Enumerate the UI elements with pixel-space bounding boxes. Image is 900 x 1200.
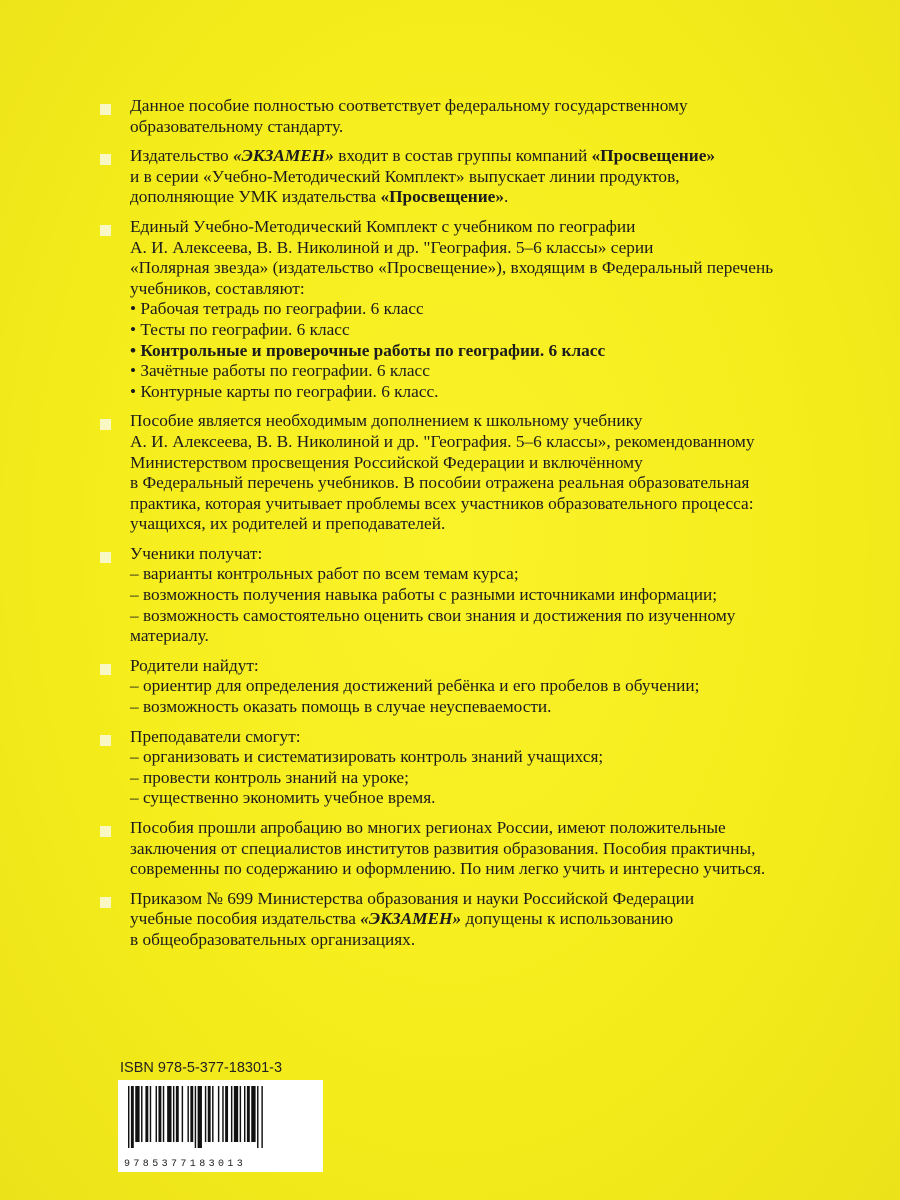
text-line xyxy=(130,514,866,535)
text-line xyxy=(130,889,866,910)
text-line xyxy=(130,341,866,362)
text-run: А. И. Алексеева, В. В. Николиной и др. "География. 5–6 классы», рекомендованному xyxy=(130,431,755,451)
barcode-bar xyxy=(218,1086,219,1142)
text-line xyxy=(130,544,866,565)
text-line xyxy=(130,564,866,585)
text-line xyxy=(130,279,866,300)
text-run: Данное пособие полностью соответствует федеральному государственному xyxy=(130,96,688,115)
text-line xyxy=(130,585,866,606)
text-line xyxy=(130,382,866,403)
square-bullet-icon xyxy=(100,104,111,115)
text-line xyxy=(130,768,866,789)
square-bullet-icon xyxy=(100,419,111,430)
square-bullet-icon xyxy=(100,735,111,746)
barcode-bar xyxy=(141,1086,142,1142)
barcode-bar xyxy=(145,1086,148,1142)
barcode-bar xyxy=(261,1086,262,1148)
barcode-bar xyxy=(257,1086,258,1148)
text-run: «ЭКЗАМЕН» xyxy=(232,146,334,166)
text-run: дополняющие УМК издательства xyxy=(130,187,381,207)
bullet-section xyxy=(96,411,866,535)
text-run: – возможность получения навыка работы с разными источниками информации; xyxy=(130,585,718,605)
square-bullet-icon xyxy=(100,826,111,837)
text-line xyxy=(130,167,866,188)
barcode xyxy=(118,1080,323,1172)
barcode-bar xyxy=(225,1086,228,1142)
barcode-bar xyxy=(231,1086,232,1142)
barcode-bar xyxy=(167,1086,171,1142)
text-line xyxy=(130,818,866,839)
square-bullet-icon xyxy=(100,664,111,675)
barcode-bar xyxy=(205,1086,206,1142)
text-run: в общеобразовательных организациях. xyxy=(130,929,416,949)
text-line xyxy=(130,697,866,718)
barcode-bar xyxy=(190,1086,193,1142)
text-run: Единый Учебно-Методический Комплект с учебником по географии xyxy=(130,216,636,236)
barcode-bar xyxy=(240,1086,241,1142)
barcode-bar xyxy=(234,1086,238,1142)
text-run: «ЭКЗАМЕН» xyxy=(360,909,462,929)
text-run: А. И. Алексеева, В. В. Николиной и др. "География. 5–6 классы» серии xyxy=(130,237,654,257)
text-line xyxy=(130,320,866,341)
text-run: учащихся, их родителей и преподавателей. xyxy=(130,514,446,534)
text-run: входит в состав группы компаний xyxy=(333,146,592,166)
text-run: Издательство xyxy=(130,146,233,166)
text-line xyxy=(130,96,866,117)
barcode-bar xyxy=(173,1086,174,1142)
square-bullet-icon xyxy=(100,897,111,908)
barcode-bar xyxy=(251,1086,255,1142)
bullet-section xyxy=(96,727,866,809)
text-line xyxy=(130,626,866,647)
square-bullet-icon xyxy=(100,225,111,236)
text-run: заключения от специалистов институтов развития образования. Пособия практичны, xyxy=(130,838,756,858)
text-run: Пособие является необходимым дополнением к школьному учебнику xyxy=(130,411,643,431)
barcode-bar xyxy=(131,1086,134,1148)
bullet-section xyxy=(96,889,866,951)
text-line xyxy=(130,747,866,768)
text-line xyxy=(130,494,866,515)
text-line xyxy=(130,299,866,320)
text-line xyxy=(130,839,866,860)
barcode-bar xyxy=(182,1086,183,1142)
bullet-section xyxy=(96,146,866,208)
annotation-text xyxy=(96,96,866,960)
barcode-bar xyxy=(208,1086,211,1142)
bullet-section xyxy=(96,544,866,647)
barcode-bars xyxy=(128,1086,313,1148)
square-bullet-icon xyxy=(100,552,111,563)
text-line xyxy=(130,411,866,432)
text-line xyxy=(130,187,866,208)
bullet-section xyxy=(96,818,866,880)
text-line xyxy=(130,258,866,279)
barcode-bar xyxy=(163,1086,164,1142)
text-run: практика, которая учитывает проблемы всех участников образовательного процесса: xyxy=(130,493,754,513)
isbn-label: ISBN 978-5-377-18301-3 xyxy=(120,1060,283,1076)
text-run: Родители найдут: xyxy=(130,655,259,675)
text-run: в Федеральный перечень учебников. В пособии отражена реальная образовательная xyxy=(130,473,750,493)
text-line xyxy=(130,238,866,259)
barcode-bar xyxy=(198,1086,202,1148)
text-run: • Зачётные работы по географии. 6 класс xyxy=(130,361,430,381)
text-run: – ориентир для определения достижений ребёнка и его пробелов в обучении; xyxy=(130,676,700,696)
text-run: • Контурные карты по географии. 6 класс. xyxy=(130,381,439,401)
barcode-bar xyxy=(150,1086,151,1142)
text-run: . xyxy=(503,187,509,207)
text-run: материалу. xyxy=(130,626,209,646)
text-line xyxy=(130,361,866,382)
text-run: – провести контроль знаний на уроке; xyxy=(130,767,409,787)
text-line xyxy=(130,909,866,930)
text-run: • Контрольные и проверочные работы по географии. 6 класс xyxy=(130,340,606,360)
text-run: современны по содержанию и оформлению. По ним легко учить и интересно учиться. xyxy=(130,859,766,879)
barcode-bar xyxy=(176,1086,179,1142)
text-run: – возможность оказать помощь в случае неуспеваемости. xyxy=(130,697,552,717)
text-run: «Просвещение» xyxy=(380,187,504,207)
text-run: Пособия прошли апробацию во многих регионах России, имеют положительные xyxy=(130,818,726,837)
text-line xyxy=(130,473,866,494)
text-run: Ученики получат: xyxy=(130,543,263,563)
bullet-section xyxy=(96,96,866,137)
text-line xyxy=(130,656,866,677)
text-run: допущены к использованию xyxy=(461,909,674,929)
barcode-bar xyxy=(128,1086,129,1148)
text-run: – организовать и систематизировать контроль знаний учащихся; xyxy=(130,747,604,767)
barcode-bar xyxy=(195,1086,196,1148)
square-bullet-icon xyxy=(100,154,111,165)
text-run: образовательному стандарту. xyxy=(130,116,344,136)
text-run: учебников, составляют: xyxy=(130,278,305,298)
text-run: учебные пособия издательства xyxy=(130,909,361,929)
text-line xyxy=(130,432,866,453)
text-line xyxy=(130,676,866,697)
barcode-number: 9785377183013 xyxy=(124,1159,247,1170)
bullet-section xyxy=(96,656,866,718)
text-run: – возможность самостоятельно оценить свои знания и достижения по изученному xyxy=(130,605,736,625)
barcode-bar xyxy=(212,1086,213,1142)
barcode-bar xyxy=(222,1086,223,1142)
text-line xyxy=(130,217,866,238)
bullet-section xyxy=(96,217,866,402)
text-line xyxy=(130,453,866,474)
text-run: Преподаватели смогут: xyxy=(130,726,301,746)
barcode-bar xyxy=(187,1086,188,1142)
barcode-bar xyxy=(158,1086,161,1142)
barcode-bar xyxy=(244,1086,245,1142)
text-line xyxy=(130,859,866,880)
text-run: – варианты контрольных работ по всем темам курса; xyxy=(130,564,519,584)
text-run: • Рабочая тетрадь по географии. 6 класс xyxy=(130,299,424,319)
text-run: Министерством просвещения Российской Федерации и включённому xyxy=(130,452,643,472)
barcode-bar xyxy=(135,1086,139,1142)
text-run: и в серии «Учебно-Методический Комплект» выпускает линии продуктов, xyxy=(130,166,680,186)
text-line xyxy=(130,146,866,167)
text-run: – существенно экономить учебное время. xyxy=(130,788,436,808)
text-line xyxy=(130,788,866,809)
barcode-bar xyxy=(247,1086,250,1142)
text-run: «Просвещение» xyxy=(591,146,716,166)
text-run: Приказом № 699 Министерства образования и науки Российской Федерации xyxy=(130,888,695,908)
barcode-bar xyxy=(156,1086,157,1142)
text-line xyxy=(130,606,866,627)
text-line xyxy=(130,727,866,748)
text-run: • Тесты по географии. 6 класс xyxy=(130,319,350,339)
text-line xyxy=(130,930,866,951)
isbn-block xyxy=(118,1058,323,1174)
text-line xyxy=(130,117,866,138)
text-run: «Полярная звезда» (издательство «Просвещение»), входящим в Федеральный перечень xyxy=(130,258,774,278)
